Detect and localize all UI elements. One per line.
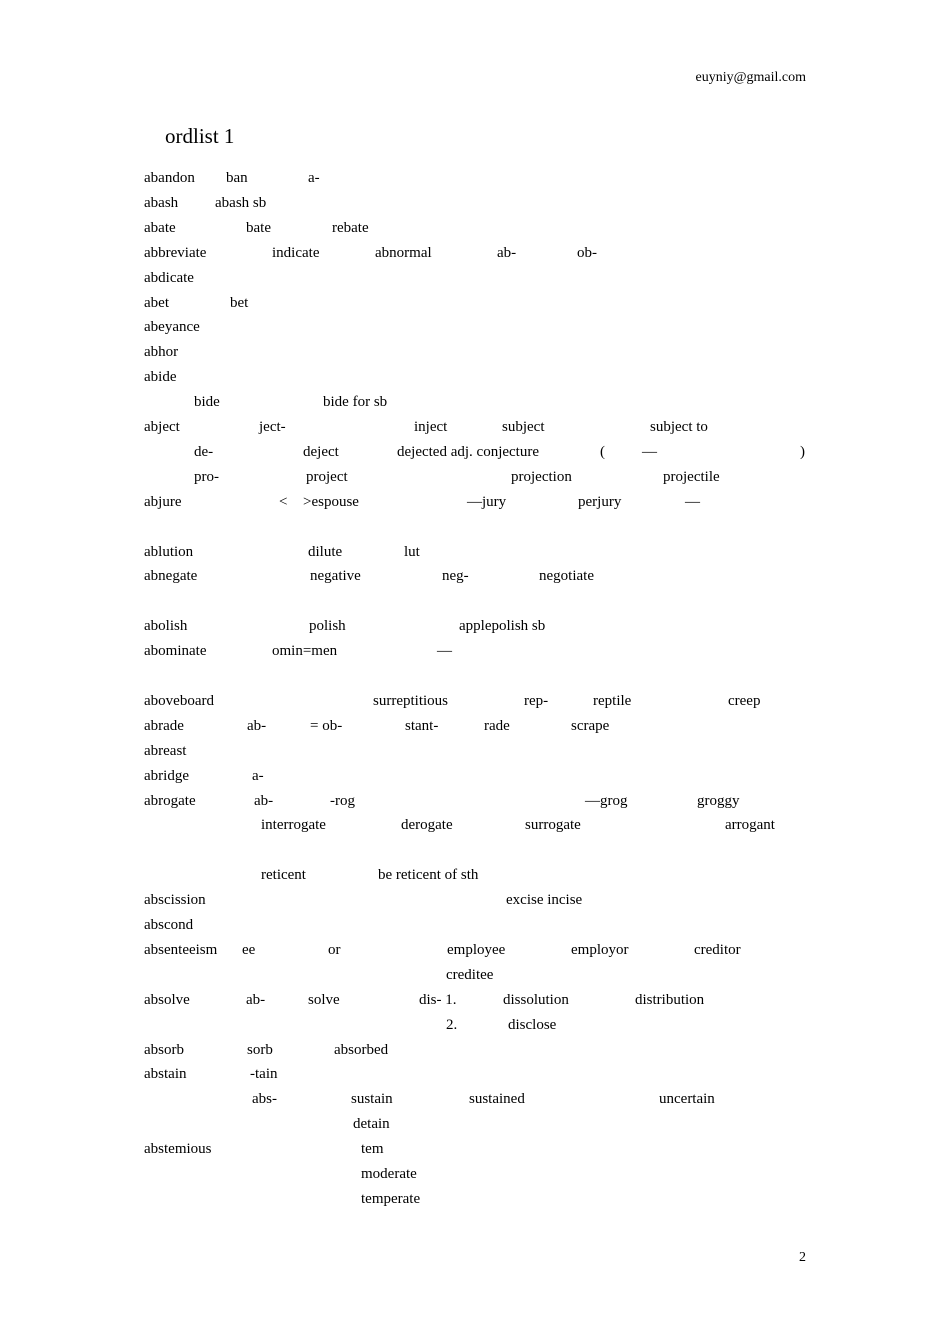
word-entry: projectile	[663, 468, 720, 485]
word-entry: (	[600, 443, 605, 460]
word-row	[0, 664, 950, 689]
word-entry: dissolution	[503, 991, 569, 1008]
word-entry: perjury	[578, 493, 622, 510]
word-entry: ab-	[247, 717, 267, 734]
word-row	[0, 191, 950, 216]
word-entry: detain	[353, 1116, 390, 1133]
word-entry: disclose	[508, 1016, 557, 1033]
word-entry: abscond	[144, 917, 194, 933]
word-entry: bide	[194, 394, 220, 411]
page-title: ordlist 1	[165, 124, 235, 148]
word-row	[0, 291, 950, 316]
word-entry: abscission	[144, 892, 206, 909]
word-entry: >espouse	[303, 493, 359, 510]
word-entry: abdicate	[144, 269, 194, 286]
word-entry: abnormal	[375, 244, 432, 261]
word-entry: de-	[194, 443, 214, 460]
word-entry: dejected adj. conjecture	[397, 443, 540, 460]
word-entry: negative	[310, 568, 361, 585]
word-entry: abhor	[144, 344, 179, 361]
word-entry: creep	[728, 692, 761, 709]
word-entry: abs-	[252, 1091, 277, 1108]
word-entry: -tain	[250, 1066, 278, 1083]
word-entry: abeyance	[144, 319, 200, 336]
word-entry: ban	[226, 170, 248, 186]
word-row	[0, 216, 950, 241]
word-entry: —jury	[467, 493, 507, 510]
word-entry: ee	[242, 941, 256, 958]
word-entry: abate	[144, 219, 176, 236]
word-entry: abandon	[144, 170, 195, 186]
word-row	[0, 490, 950, 515]
word-row	[0, 241, 950, 266]
word-entry: abject	[144, 419, 180, 435]
word-entry: absenteeism	[144, 941, 218, 958]
word-row	[0, 1162, 950, 1187]
word-entry: —grog	[585, 792, 628, 809]
word-row	[0, 789, 950, 814]
word-row	[0, 540, 950, 565]
word-entry: project	[306, 468, 348, 485]
word-row	[0, 764, 950, 789]
word-row	[0, 813, 950, 838]
word-entry: indicate	[272, 244, 320, 261]
word-entry: )	[800, 443, 805, 460]
word-entry: projection	[511, 468, 572, 485]
word-row	[0, 838, 950, 863]
word-entry: subject to	[650, 419, 708, 435]
word-entry: scrape	[571, 717, 610, 734]
word-entry: ob-	[577, 244, 597, 261]
word-entry: or	[328, 941, 341, 958]
word-entry: pro-	[194, 468, 219, 485]
word-entry: —	[642, 443, 657, 460]
word-entry: interrogate	[261, 817, 326, 834]
word-entry: negotiate	[539, 568, 594, 585]
word-row	[0, 340, 950, 365]
word-entry: moderate	[361, 1166, 417, 1182]
word-entry: abrade	[144, 717, 184, 734]
word-row	[0, 266, 950, 291]
word-entry: a-	[252, 767, 264, 784]
word-entry: bet	[230, 294, 249, 311]
word-entry: abide	[144, 369, 177, 386]
word-entry: —	[685, 493, 700, 510]
word-entry: = ob-	[310, 717, 343, 734]
word-row	[0, 589, 950, 614]
word-entry: reptile	[593, 692, 632, 709]
word-row	[0, 440, 950, 465]
word-row	[0, 988, 950, 1013]
word-row	[0, 938, 950, 963]
word-entry: abolish	[144, 618, 188, 635]
word-entry: aboveboard	[144, 692, 214, 709]
word-row	[0, 639, 950, 664]
word-entry: surrogate	[525, 817, 581, 834]
word-entry: employee	[447, 941, 506, 958]
word-row	[0, 739, 950, 764]
word-entry: -rog	[330, 792, 355, 809]
word-row	[0, 465, 950, 490]
word-entry: sustained	[469, 1091, 525, 1108]
word-row	[0, 888, 950, 913]
word-entry: abominate	[144, 643, 207, 660]
word-entry: deject	[303, 443, 339, 460]
word-row	[0, 1137, 950, 1162]
word-row	[0, 913, 950, 938]
word-row	[0, 515, 950, 540]
word-entry: excise incise	[506, 892, 583, 909]
word-entry: omin=men	[272, 643, 338, 660]
word-row	[0, 614, 950, 639]
word-entry: derogate	[401, 817, 453, 834]
word-entry: stant-	[405, 717, 439, 734]
word-entry: rade	[484, 717, 510, 734]
word-entry: dilute	[308, 543, 343, 560]
word-entry: ablution	[144, 543, 194, 560]
word-entry: subject	[502, 419, 545, 435]
word-entry: applepolish sb	[459, 618, 546, 635]
word-entry: abridge	[144, 767, 189, 784]
word-entry: employor	[571, 941, 629, 958]
word-entry: abnegate	[144, 568, 198, 585]
word-entry: dis- 1.	[419, 991, 457, 1008]
word-entry: abet	[144, 294, 169, 311]
word-entry: abash	[144, 194, 179, 211]
word-entry: creditor	[694, 941, 741, 958]
word-entry: arrogant	[725, 817, 775, 834]
word-entry: be reticent of sth	[378, 867, 479, 884]
word-entry: ab-	[246, 991, 266, 1008]
word-row	[0, 365, 950, 390]
word-entry: reticent	[261, 867, 306, 884]
word-row	[0, 1187, 950, 1212]
word-entry: abbreviate	[144, 244, 207, 261]
word-entry: solve	[308, 991, 340, 1008]
word-entry: tem	[361, 1141, 384, 1158]
word-entry: <	[279, 493, 288, 510]
word-entry: distribution	[635, 991, 705, 1008]
word-row	[0, 689, 950, 714]
word-entry: absorbed	[334, 1041, 389, 1058]
word-row	[0, 1062, 950, 1087]
word-entry: creditee	[446, 966, 494, 983]
word-entry: inject	[414, 419, 448, 435]
word-entry: sustain	[351, 1091, 393, 1108]
word-entry: absorb	[144, 1041, 184, 1058]
word-entry: temperate	[361, 1190, 421, 1207]
word-entry: uncertain	[659, 1091, 715, 1108]
word-entry: abrogate	[144, 792, 196, 809]
word-row	[0, 315, 950, 340]
word-entry: neg-	[442, 568, 469, 585]
word-entry: abreast	[144, 742, 187, 759]
page-number: 2	[799, 1250, 806, 1265]
word-entry: abash sb	[215, 194, 267, 211]
word-entry: ab-	[254, 792, 274, 809]
word-row	[0, 1112, 950, 1137]
word-entry: a-	[308, 170, 320, 186]
word-entry: groggy	[697, 792, 740, 809]
word-entry: lut	[404, 543, 420, 560]
word-entry: absolve	[144, 991, 190, 1008]
word-entry: ject-	[259, 419, 286, 435]
word-row	[0, 166, 950, 191]
word-entry: polish	[309, 618, 346, 635]
word-entry: rep-	[524, 692, 549, 709]
word-row	[0, 1038, 950, 1063]
word-row	[0, 1013, 950, 1038]
word-row	[0, 714, 950, 739]
word-entry: abjure	[144, 493, 182, 510]
word-entry: bide for sb	[323, 394, 388, 411]
word-row	[0, 415, 950, 440]
word-row	[0, 863, 950, 888]
word-entry: bate	[246, 219, 271, 236]
word-entry: rebate	[332, 219, 369, 236]
word-row	[0, 564, 950, 589]
word-entry: surreptitious	[373, 692, 448, 709]
word-row	[0, 390, 950, 415]
word-entry: abstain	[144, 1066, 187, 1083]
word-entry: ab-	[497, 244, 517, 261]
header-email: euyniy@gmail.com	[695, 70, 806, 85]
word-row	[0, 963, 950, 988]
word-entry: sorb	[247, 1041, 273, 1058]
word-row	[0, 1087, 950, 1112]
word-entry: abstemious	[144, 1141, 212, 1158]
word-entry: 2.	[446, 1016, 458, 1033]
word-entry: —	[437, 643, 452, 660]
